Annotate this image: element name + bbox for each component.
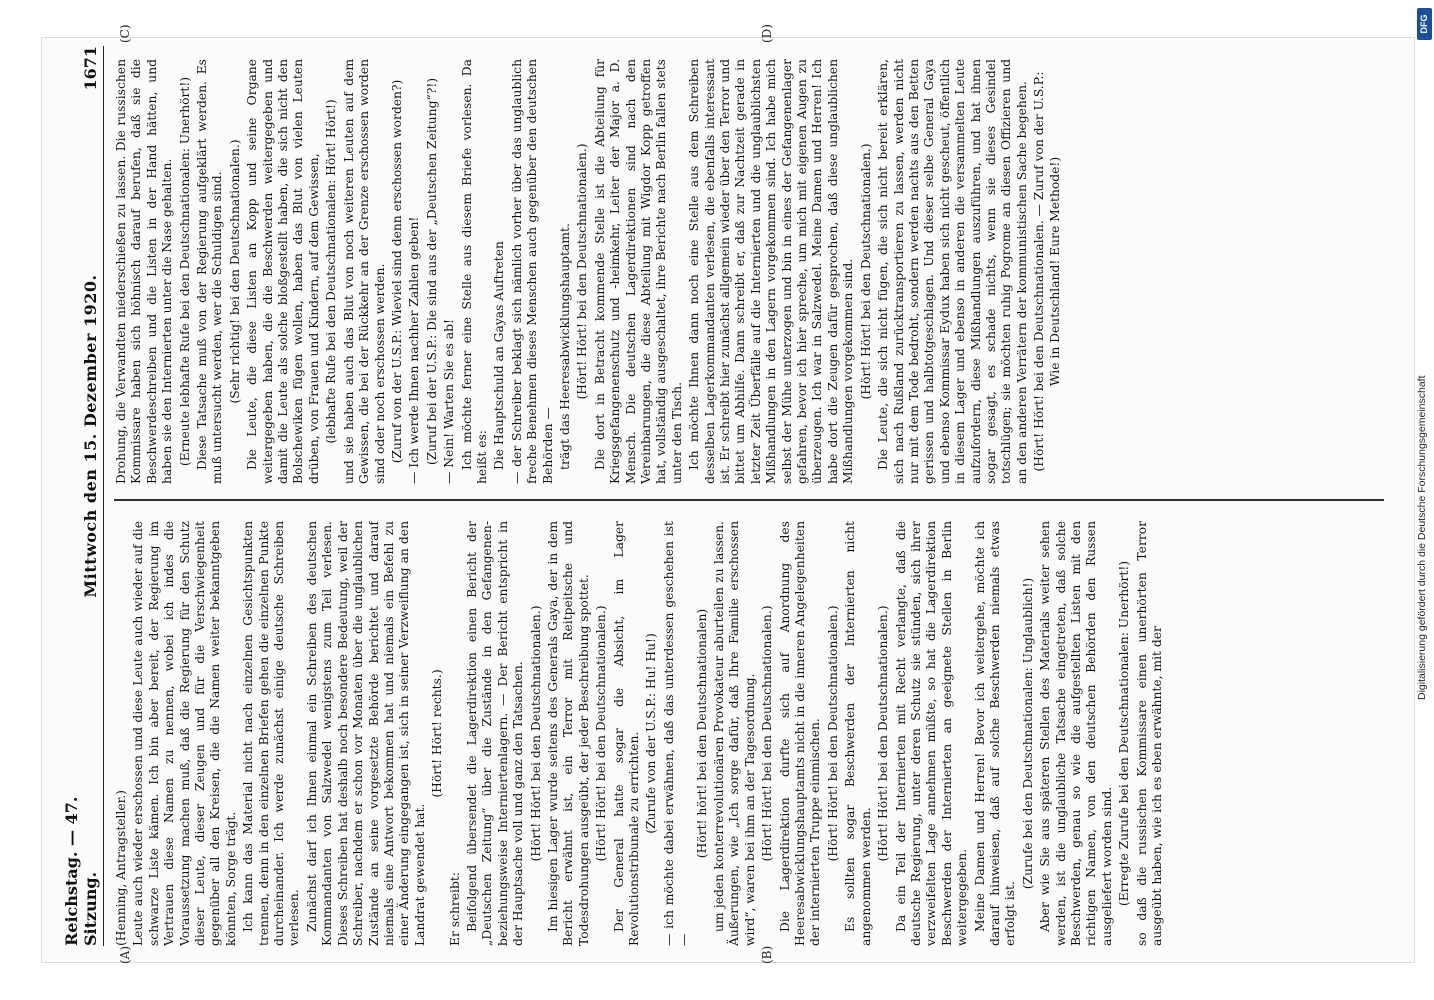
left-column-paragraph: Leute auch wieder erschossen und diese Leute auch wieder auf die schwarze Liste kämen. Ich bin aber bereit, der Regierung im Vertrauen diese Namen zu nennen, wobei ich indes die Voraussetzung machen muß, daß die Regierung für den Schutz dieser Leute, dieser Zeugen und für die Verschwiegenheit gegenüber all den Kreisen, die die Namen weiter bekanntgeben könnten, Sorge trägt. [131, 521, 238, 946]
left-column-paragraph: (Erregte Zurufe bei den Deutschnationalen: Unerhört!) [1117, 560, 1132, 907]
digitization-note-text: Digitalisierung gefördert durch die Deutsche Forschungsgemeinschaft [1416, 375, 1428, 700]
left-column-paragraph: Beifolgend übersendet die Lagerdirektion einen Bericht der „Deutschen Zeitung“ über die Zustände in den Gefangenen- beziehungsweise Interniertenlagern. — Der Bericht entspricht in der Hauptsache voll und ganz den Tatsachen. [464, 521, 526, 946]
left-column-paragraph: Aber wie Sie aus späteren Stellen des Materials weiter sehen werden, ist die unglaubliche Tatsache eingetreten, daß solche Beschwerden, genau so wie die aufgestellten Listen mit den richtigen Namen, von den deutschen Behörden den Russen ausgeliefert worden sind. [1038, 521, 1114, 946]
right-column-paragraph: — Ich werde Ihnen nachher Zahlen geben! [407, 216, 422, 484]
left-column-paragraph: (Hört! Hört! bei den Deutschnationalen.) [594, 605, 609, 862]
header-left: Reichstag. — 47. Sitzung. [62, 796, 100, 946]
right-column-paragraph: trägt das Heeresabwicklungshauptamt. [557, 223, 572, 470]
left-column-paragraph: so daß die russischen Kommissare einen unerhörten Terror ausgeübt haben, wie ich es eben erwähnte, mit der [1134, 521, 1164, 946]
margin-marker-b: (B) [760, 945, 774, 964]
left-column-paragraph: (Zurufe von der U.S.P.: Hu! Hu!) [644, 633, 659, 834]
left-column-paragraph: Die Lagerdirektion durfte sich auf Anordnung des Heeresabwicklungshauptamts nicht in die inneren Angelegenheiten der internierten Truppe einmischen. [777, 521, 823, 946]
left-column-paragraph: (Hört! Hört! bei den Deutschnationalen.) [825, 605, 840, 862]
digitization-note [1416, 40, 1432, 700]
left-column-paragraph: Im hiesigen Lager wurde seitens des Generals Gaya, der in dem Bericht erwähnt ist, ein Terror mit Reitpeitsche und Todesdrohungen ausgeübt, der jeder Beschreibung spottet. [545, 521, 591, 946]
right-column-paragraph: und sie haben auch das Blut von noch weiteren Leuten auf dem Gewissen, die bei der Rückkehr an der Grenze erschossen worden sind oder noch erschossen werden. [341, 59, 387, 484]
left-column-paragraph: Der General hatte sogar die Absicht, im Lager Revolutionstribunale zu errichten. [611, 521, 641, 946]
right-column-paragraph: (lebhafte Rufe bei den Deutschnationalen: Hört! Hört!) [324, 99, 339, 444]
left-column-paragraph: Er schreibt: [447, 872, 462, 946]
right-column-paragraph: Ich möchte ferner eine Stelle aus diesem Briefe vorlesen. Da heißt es: [459, 59, 489, 484]
right-column-paragraph: Die Leute, die sich nicht fügen, die sich nicht bereit erklären, sich nach Rußland zurücktransportieren zu lassen, werden nicht nur mit dem Tode bedroht, sondern werden nachts aus den Betten gerissen und halbtotgeschlagen. Und dieser selbe General Gaya und ebenso Kommissar Eydux haben sich nicht gescheut, öffentlich in diesem Lager und ebenso in anderen die versammelten Leute aufzufordern, diese Mißhandlungen auszuführen, und hat ihnen sogar gesagt, es schade nichts, wenn sie dieses Gesindel totschlügen; sie möchten ruhig Pogrome an diesen Offizieren und an den anderen Verrätern der kommunistischen Sache begehen. [876, 59, 1029, 484]
right-column-paragraph: (Zuruf bei der U.S.P.: Die sind aus der „Deutschen Zeitung“?!) [424, 77, 439, 466]
left-column-paragraph: (Zurufe bei den Deutschnationalen: Unglaublich!) [1020, 577, 1035, 890]
left-column-paragraph: (Henning, Antragsteller.) [114, 790, 128, 946]
right-column-paragraph: (Hört! Hört! bei den Deutschnationalen. — Zuruf von der U.S.P.: Wie in Deutschland! Eure Methode!) [1032, 71, 1062, 472]
margin-marker-d: (D) [760, 24, 774, 43]
right-column-paragraph: (Hört! Hört! bei den Deutschnationalen.) [858, 143, 873, 400]
left-column-paragraph: Da ein Teil der Internierten mit Recht verlangte, daß die deutsche Regierung, unter deren Schutz sie stünden, sich ihrer verzweifelten Lage annehmen müßte, so hat die Lagerdirektion Beschwerden der Internierten an geeignete Stellen in Berlin weitergegeben. [893, 521, 970, 946]
right-column-paragraph: (Hört! Hört! bei den Deutschnationalen.) [575, 143, 590, 400]
header-date: Mittwoch den 15. Dezember 1920. [81, 274, 100, 598]
dfg-logo-text: DFG [1419, 14, 1429, 34]
right-column-paragraph: (Sehr richtig! bei den Deutschnationalen.) [227, 139, 242, 404]
right-column-paragraph: — Nein! Warten Sie es ab! [442, 319, 457, 484]
right-column [114, 59, 1384, 484]
rotated-page-content [62, 24, 1390, 964]
left-column-paragraph: (Hört! Hört! bei den Deutschnationalen.) [876, 605, 891, 862]
left-column-paragraph: (Hört! hört! bei den Deutschnationalen) [694, 608, 709, 859]
left-column-paragraph: (Hört! Hört! bei den Deutschnationalen.) [760, 605, 775, 862]
page-number: 1671 [81, 46, 100, 91]
left-column [114, 521, 1384, 946]
left-column-paragraph: Ich kann das Material nicht nach einzelnen Gesichtspunkten trennen, denn in den einzelnen Briefen gehen die einzelnen Punkte durcheinander. Ich werde zunächst einige deutsche Schreiben verlesen. [241, 521, 302, 946]
left-column-paragraph: Meine Damen und Herren! Bevor ich weitergehe, möchte ich darauf hinweisen, daß auf solche Beschwerden niemals etwas erfolgt ist. [972, 521, 1018, 946]
dfg-logo [1417, 8, 1432, 40]
right-column-paragraph: Drohung, die Verwandten niederschießen zu lassen. Die russischen Kommissare haben sich höhnisch darauf berufen, daß sie die Beschwerdeschreiben und die Listen in der Hand hätten, und haben sie den Internierten unter die Nase gehalten. [114, 59, 175, 484]
column-divider [114, 500, 1384, 502]
right-column-paragraph: Ich möchte Ihnen dann noch eine Stelle aus dem Schreiben desselben Lagerkommandanten verlesen, die ebenfalls interessant ist. Er schreibt hier zunächst allgemein wieder über den Terror und bittet um Abhilfe. Dann schreibt er, daß zur Nachtzeit gerade in letzter Zeit Überfälle auf die Internierten und die unglaublichsten Mißhandlungen in den Lagern vorgekommen sind. Ich habe mich selbst der Mühe unterzogen und bin in eines der Gefangenenlager gefahren, bevor ich hier spreche, um mich mit eigenen Augen zu überzeugen. Ich war in Salzwedel. Meine Damen und Herren! Ich habe dort die Zeugen dafür gesprochen, daß diese unglaublichen Mißhandlungen vorgekommen sind. [687, 59, 856, 484]
margin-marker-c: (C) [118, 24, 132, 43]
scanned-page [42, 24, 1414, 964]
right-column-paragraph: (Zuruf von der U.S.P.: Wieviel sind denn erschossen worden?) [389, 79, 404, 464]
left-column-paragraph: Zunächst darf ich Ihnen einmal ein Schreiben des deutschen Kommandanten von Salzwedel wenigstens zum Teil verlesen. Dieses Schreiben hat deshalb noch besondere Bedeutung, weil der Schreiber, nachdem er schon vor Monaten über die unglaublichen Zustände an seine vorgesetzte Behörde berichtet und darauf niemals eine Antwort bekommen hat und niemals ein Befehl zu einer Änderung eingegangen ist, sich in seiner Verzweiflung an den Landrat gewendet hat. [304, 521, 427, 946]
page-header [62, 46, 104, 946]
left-column-paragraph: — ich möchte dabei erwähnen, daß das unterdessen geschehen ist — [661, 521, 692, 946]
margin-marker-a: (A) [118, 945, 132, 964]
right-column-paragraph: Die Hauptschuld an Gayas Auftreten [492, 241, 507, 470]
left-column-paragraph: um jeden konterrevolutionären Provokateur aburteilen zu lassen. Äußerungen, wie „Ich sorge dafür, daß Ihre Familie erschossen wird“, waren bei ihm an der Tagesordnung. [712, 521, 757, 946]
right-column-paragraph: — der Schreiber beklagt sich nämlich vorher über das unglaublich freche Benehmen dieses Menschen auch gegenüber den deutschen Behörden — [509, 59, 555, 484]
left-column-paragraph: Es sollten sogar Beschwerden der Internierten nicht angenommen werden. [843, 521, 873, 946]
right-column-paragraph: Die Leute, die diese Listen an Kopp und seine Organe weitergegeben haben, die die Beschwerden weitergegeben und damit die Leute als solche bloßgestellt haben, die sich nicht den Bolschewiken fügen wollen, haben das Blut von vielen Leuten drüben, von Frauen und Kindern, auf dem Gewissen, [245, 59, 321, 484]
left-column-paragraph: (Hört! Hört! bei den Deutschnationalen.) [528, 605, 543, 862]
right-column-paragraph: Diese Tatsache muß von der Regierung aufgeklärt werden. Es muß untersucht werden, wer die Schuldigen sind. [195, 59, 225, 484]
right-column-paragraph: Die dort in Betracht kommende Stelle ist die Abteilung für Kriegsgefangenenschutz und -heimkehr, Leiter der Major a. D. Mensch. Die deutschen Lagerdirektionen sind nach den Vereinbarungen, die diese Abteilung mit Wigdor Kopp getroffen hat, vollständig ausgeschaltet, ihre Berichte nach Berlin fallen stets unter den Tisch. [592, 59, 684, 484]
left-column-paragraph: (Hört! Hört! rechts.) [430, 669, 445, 798]
right-column-paragraph: (Erneute lebhafte Rufe bei den Deutschnationalen: Unerhört!) [177, 76, 192, 467]
